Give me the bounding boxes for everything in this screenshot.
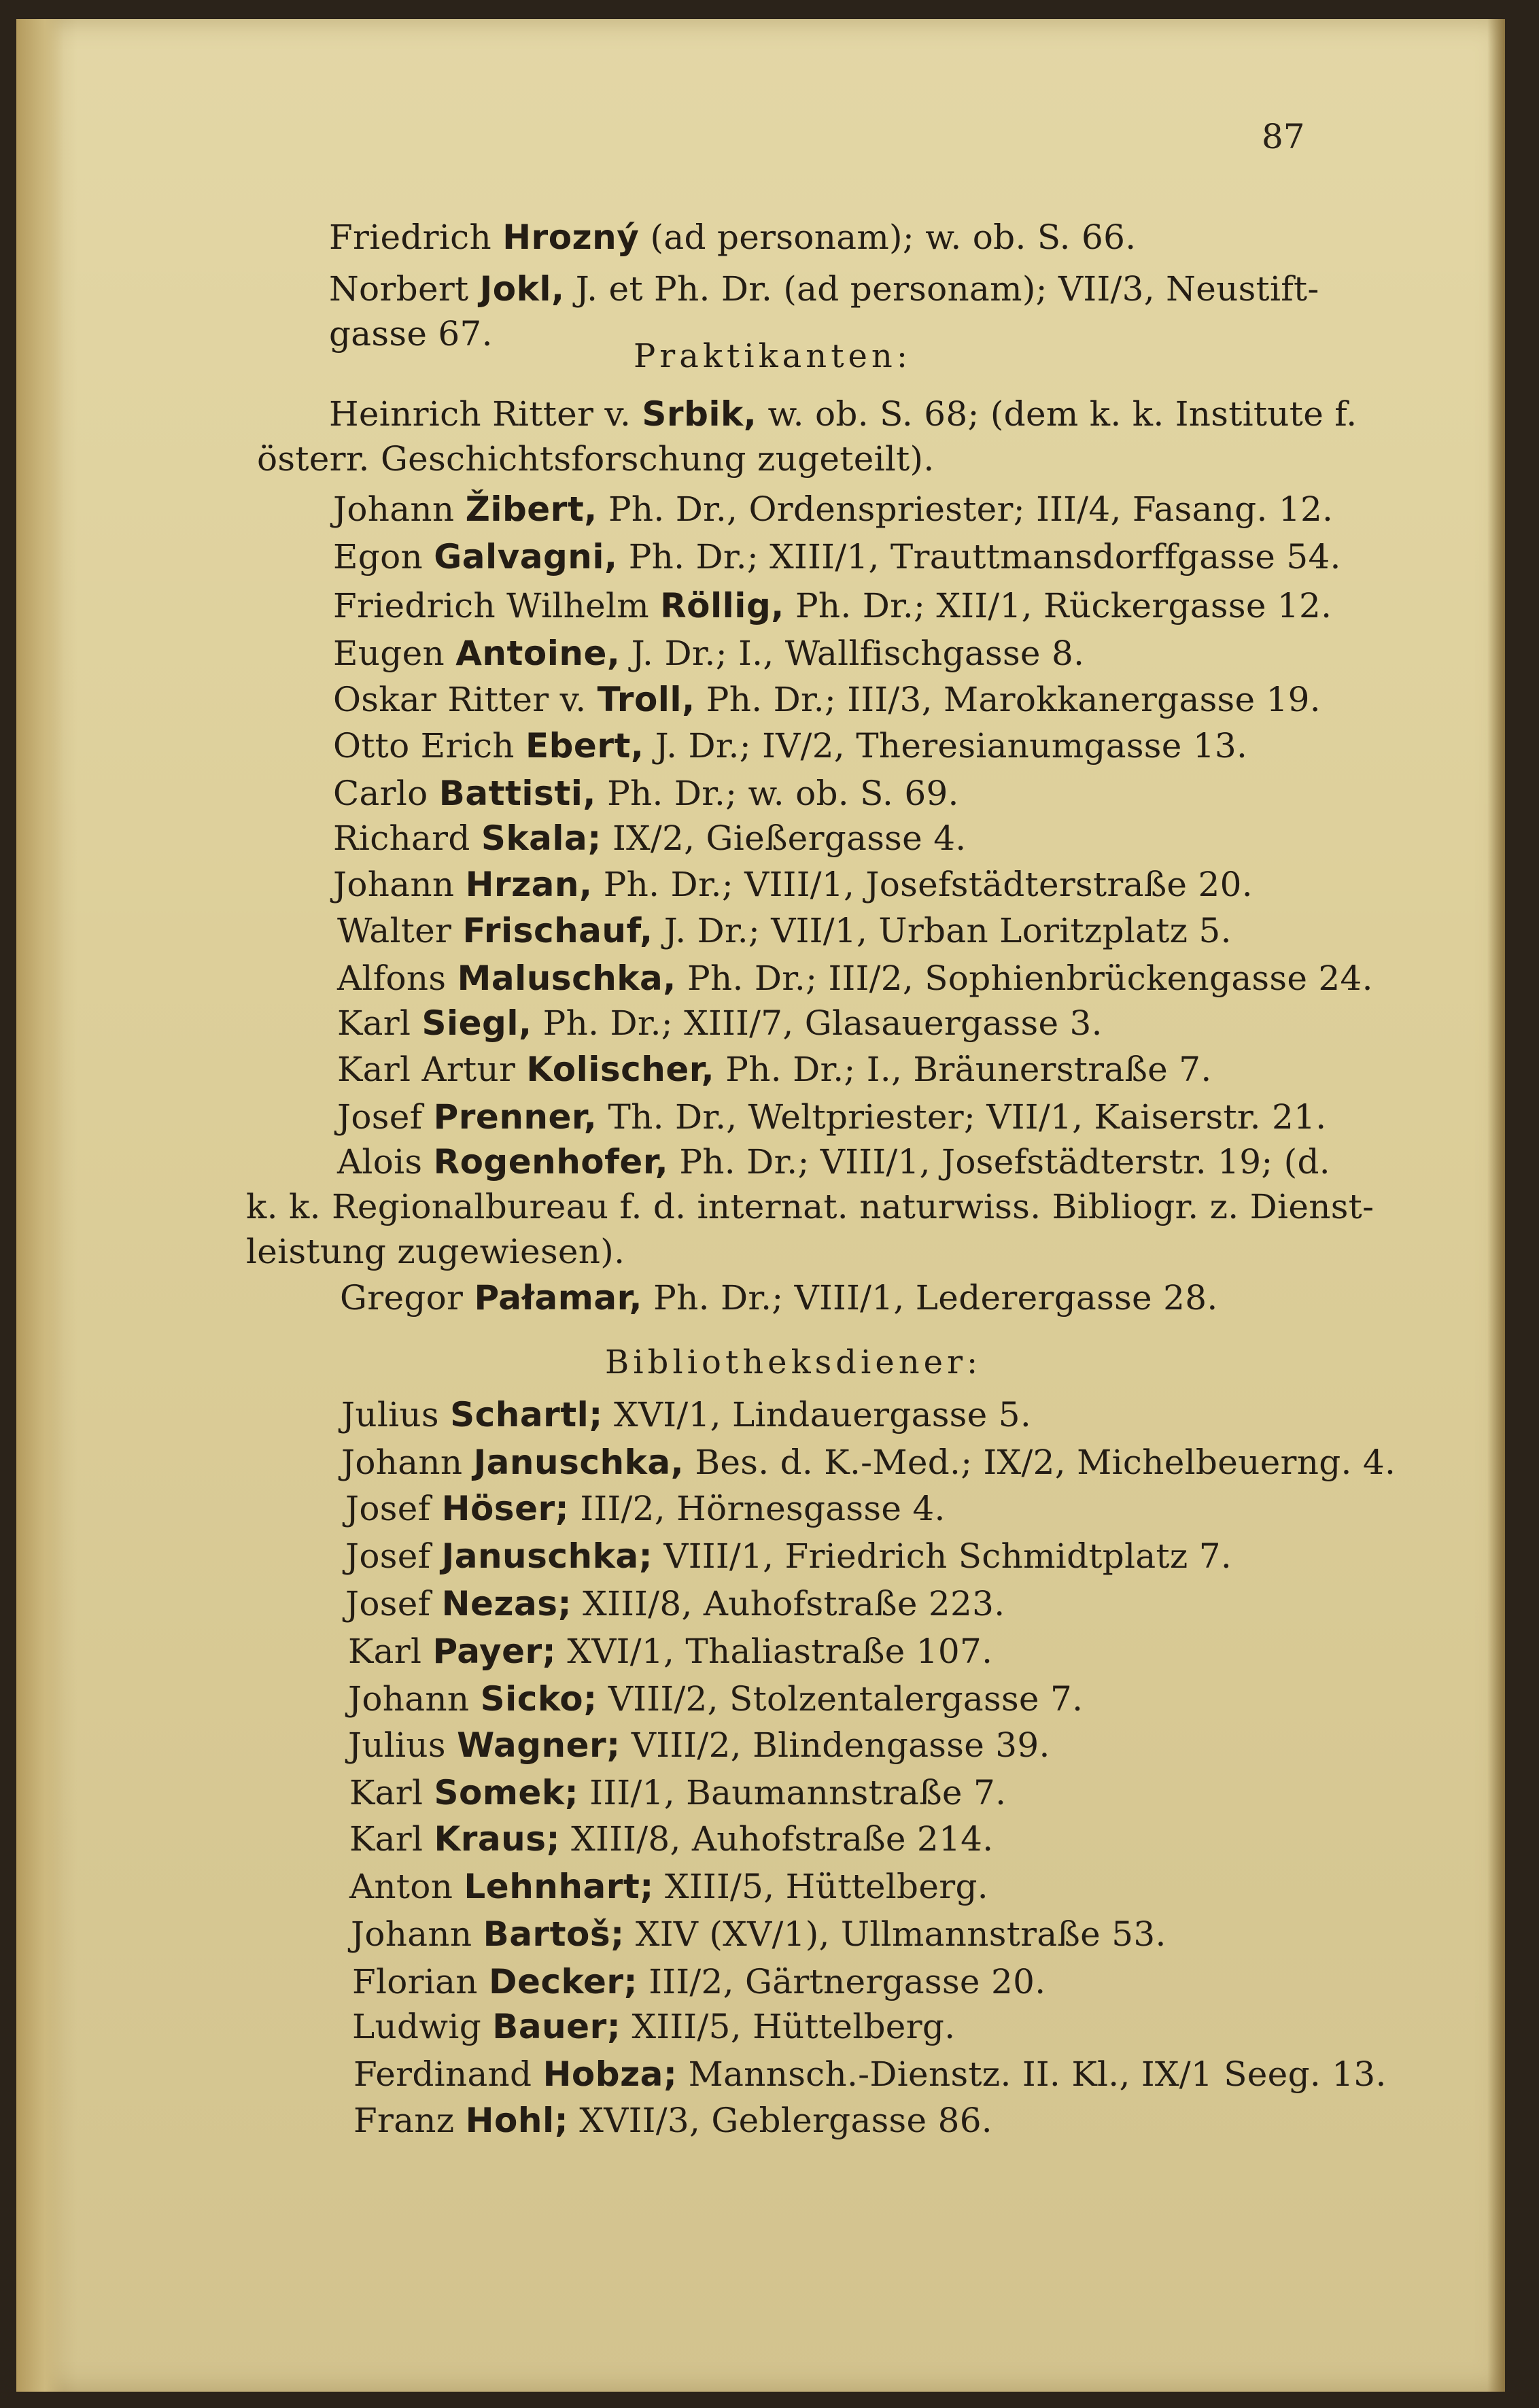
surname: Somek;: [434, 1773, 579, 1812]
surname: Galvagni,: [434, 537, 618, 577]
surname: Bartoš;: [483, 1914, 625, 1954]
entry-line: [351, 1914, 1166, 1954]
entry-line: [333, 726, 1247, 766]
surname: Frischauf,: [462, 911, 653, 950]
surname: Hohl;: [465, 2101, 569, 2140]
entry-line: [353, 2101, 992, 2140]
entry-details: J. Dr.; I., Wallfischgasse 8.: [631, 634, 1085, 673]
entry-line: [337, 1003, 1103, 1043]
given-name: Johann: [348, 1679, 470, 1719]
entry-continuation: gasse 67.: [329, 314, 493, 354]
entry-line: [333, 537, 1341, 577]
given-name: Oskar Ritter v.: [333, 680, 587, 719]
entry-details: IX/2, Gießergasse 4.: [612, 819, 967, 858]
surname: Siegl,: [421, 1003, 532, 1043]
surname: Prenner,: [433, 1097, 598, 1137]
entry-line: [337, 1050, 1212, 1089]
entry-line: [333, 634, 1084, 673]
given-name: Heinrich Ritter v.: [329, 394, 632, 434]
entry-line: [340, 1278, 1218, 1318]
entry-line: [345, 1536, 1232, 1576]
given-name: Josef: [337, 1097, 423, 1137]
surname: Maluschka,: [457, 959, 676, 998]
surname: Decker;: [489, 1962, 638, 2001]
continuation-text: österr. Geschichtsforschung zugeteilt).: [257, 439, 935, 479]
entry-line: [333, 489, 1333, 529]
entry-line: [337, 1097, 1326, 1137]
given-name: Karl: [337, 1003, 411, 1043]
surname: Wagner;: [457, 1725, 621, 1765]
entry-line: [337, 1142, 1330, 1182]
entry-details: XIII/8, Auhofstraße 214.: [571, 1819, 994, 1859]
entry-line: [348, 1725, 1050, 1765]
entry-line: [345, 1489, 946, 1528]
entry-details: XVII/3, Geblergasse 86.: [579, 2101, 993, 2140]
surname: Januschka;: [441, 1536, 653, 1576]
given-name: Eugen: [333, 634, 445, 673]
given-name: Karl Artur: [337, 1050, 516, 1089]
surname: Antoine,: [455, 634, 621, 673]
entry-line: [348, 1679, 1083, 1719]
surname: Kraus;: [434, 1819, 560, 1859]
entry-line: [333, 586, 1332, 625]
entry-line: [329, 218, 1136, 257]
entry-line: [333, 865, 1253, 904]
entry-continuation: [257, 439, 935, 479]
given-name: Gregor: [340, 1278, 464, 1318]
surname: Troll,: [597, 680, 695, 719]
entry-details: Ph. Dr.; III/3, Marokkanergasse 19.: [706, 680, 1321, 719]
given-name: Carlo: [333, 774, 428, 813]
entry-line: [333, 774, 959, 813]
surname: Hrzan,: [465, 865, 593, 904]
given-name: Josef: [345, 1489, 431, 1528]
surname: Januschka,: [473, 1443, 685, 1482]
given-name: Franz: [353, 2101, 455, 2140]
surname: Hrozný: [502, 218, 640, 257]
entry-details: Ph. Dr.; w. ob. S. 69.: [607, 774, 959, 813]
surname: Nezas;: [441, 1584, 572, 1623]
surname: Sicko;: [480, 1679, 598, 1719]
entry-details: Mannsch.-Dienstz. II. Kl., IX/1 Seeg. 13.: [688, 2054, 1387, 2094]
surname: Bauer;: [492, 2007, 621, 2046]
surname: Hobza;: [542, 2054, 678, 2094]
given-name: Ludwig: [352, 2007, 482, 2046]
entry-details: III/2, Gärtnergasse 20.: [649, 1962, 1046, 2001]
surname: Höser;: [441, 1489, 570, 1528]
entry-details: Ph. Dr.; XIII/7, Glasauergasse 3.: [542, 1003, 1103, 1043]
surname: Jokl,: [479, 269, 565, 309]
entry-details: XIII/5, Hüttelberg.: [664, 1867, 988, 1906]
entry-details: XIII/8, Auhofstraße 223.: [583, 1584, 1005, 1623]
entry-details: XIV (XV/1), Ullmannstraße 53.: [635, 1914, 1166, 1954]
given-name: Johann: [333, 865, 455, 904]
given-name: Walter: [337, 911, 452, 950]
entry-details: Ph. Dr.; VIII/1, Lederergasse 28.: [653, 1278, 1218, 1318]
entry-line: [348, 1632, 992, 1671]
entry-details: J. Dr.; VII/1, Urban Loritzplatz 5.: [663, 911, 1232, 950]
surname: Žibert,: [465, 489, 598, 529]
entry-line: [352, 2007, 955, 2046]
entry-details: (ad personam); w. ob. S. 66.: [650, 218, 1137, 257]
entry-line: [329, 394, 1358, 434]
entry-details: Ph. Dr.; I., Bräunerstraße 7.: [725, 1050, 1212, 1089]
given-name: Richard: [333, 819, 470, 858]
given-name: Johann: [333, 489, 455, 529]
entry-line: [337, 911, 1232, 950]
given-name: Ferdinand: [353, 2054, 532, 2094]
given-name: Norbert: [329, 269, 469, 309]
entry-line: [333, 819, 967, 858]
continuation-text: leistung zugewiesen).: [246, 1232, 625, 1271]
given-name: Egon: [333, 537, 423, 577]
given-name: Josef: [345, 1536, 431, 1576]
given-name: Johann: [351, 1914, 472, 1954]
entry-line: [345, 1584, 1005, 1623]
entry-details: Th. Dr., Weltpriester; VII/1, Kaiserstr. 21.: [608, 1097, 1327, 1137]
surname: Kolischer,: [526, 1050, 715, 1089]
given-name: Alois: [337, 1142, 423, 1182]
surname: Payer;: [432, 1632, 557, 1671]
given-name: Karl: [348, 1632, 422, 1671]
given-name: Otto Erich: [333, 726, 515, 766]
entry-details: Ph. Dr., Ordenspriester; III/4, Fasang. 12.: [608, 489, 1334, 529]
entry-details: w. ob. S. 68; (dem k. k. Institute f.: [767, 394, 1358, 434]
entry-details: J. Dr.; IV/2, Theresianumgasse 13.: [655, 726, 1248, 766]
entry-continuation: [246, 1187, 1374, 1226]
section-heading-praktikanten: Praktikanten:: [634, 337, 912, 375]
given-name: Karl: [349, 1819, 423, 1859]
surname: Battisti,: [438, 774, 596, 813]
given-name: Josef: [345, 1584, 431, 1623]
page-edge: [1487, 19, 1505, 2392]
entry-details: VIII/2, Stolzentalergasse 7.: [608, 1679, 1084, 1719]
section-heading-bibliotheksdiener: Bibliotheksdiener:: [605, 1343, 982, 1381]
given-name: Julius: [348, 1725, 446, 1765]
given-name: Friedrich: [329, 218, 491, 257]
entry-details: VIII/2, Blindengasse 39.: [631, 1725, 1050, 1765]
given-name: Friedrich Wilhelm: [333, 586, 649, 625]
entry-line: [337, 959, 1373, 998]
given-name: Julius: [341, 1395, 439, 1434]
entry-line: [329, 269, 1319, 309]
surname: Ebert,: [525, 726, 644, 766]
given-name: Florian: [352, 1962, 478, 2001]
surname: Srbik,: [642, 394, 757, 434]
entry-line: [352, 1962, 1045, 2001]
entry-details: III/1, Baumannstraße 7.: [589, 1773, 1007, 1812]
entry-details: Ph. Dr.; XII/1, Rückergasse 12.: [795, 586, 1332, 625]
entry-line: [349, 1867, 988, 1906]
surname: Schartl;: [450, 1395, 603, 1434]
entry-line: [341, 1443, 1396, 1482]
given-name: Anton: [349, 1867, 453, 1906]
page-gutter: [16, 19, 64, 2392]
entry-details: Ph. Dr.; VIII/1, Josefstädterstraße 20.: [603, 865, 1253, 904]
entry-details: Ph. Dr.; VIII/1, Josefstädterstr. 19; (d.: [679, 1142, 1330, 1182]
surname: Pałamar,: [474, 1278, 642, 1318]
given-name: Johann: [341, 1443, 463, 1482]
surname: Skala;: [481, 819, 602, 858]
entry-details: XIII/5, Hüttelberg.: [632, 2007, 956, 2046]
entry-line: [353, 2054, 1387, 2094]
surname: Rogenhofer,: [433, 1142, 669, 1182]
entry-details: Ph. Dr.; XIII/1, Trauttmansdorffgasse 54.: [628, 537, 1341, 577]
entry-details: XVI/1, Lindauergasse 5.: [613, 1395, 1032, 1434]
entry-details: XVI/1, Thaliastraße 107.: [567, 1632, 993, 1671]
entry-details: Bes. d. K.-Med.; IX/2, Michelbeuerng. 4.: [695, 1443, 1396, 1482]
entry-line: [349, 1819, 993, 1859]
entry-details: Ph. Dr.; III/2, Sophienbrückengasse 24.: [687, 959, 1373, 998]
given-name: Karl: [349, 1773, 423, 1812]
page-number: 87: [1262, 117, 1305, 156]
entry-details: III/2, Hörnesgasse 4.: [580, 1489, 946, 1528]
given-name: Alfons: [337, 959, 447, 998]
surname: Röllig,: [660, 586, 784, 625]
entry-details: VIII/1, Friedrich Schmidtplatz 7.: [663, 1536, 1232, 1576]
entry-details: J. et Ph. Dr. (ad personam); VII/3, Neustift-: [575, 269, 1319, 309]
entry-line: [333, 680, 1321, 719]
surname: Lehnhart;: [464, 1867, 654, 1906]
continuation-text: k. k. Regionalbureau f. d. internat. naturwiss. Bibliogr. z. Dienst-: [246, 1187, 1374, 1226]
entry-line: [341, 1395, 1031, 1434]
entry-continuation: [246, 1232, 625, 1271]
entry-line: [349, 1773, 1006, 1812]
